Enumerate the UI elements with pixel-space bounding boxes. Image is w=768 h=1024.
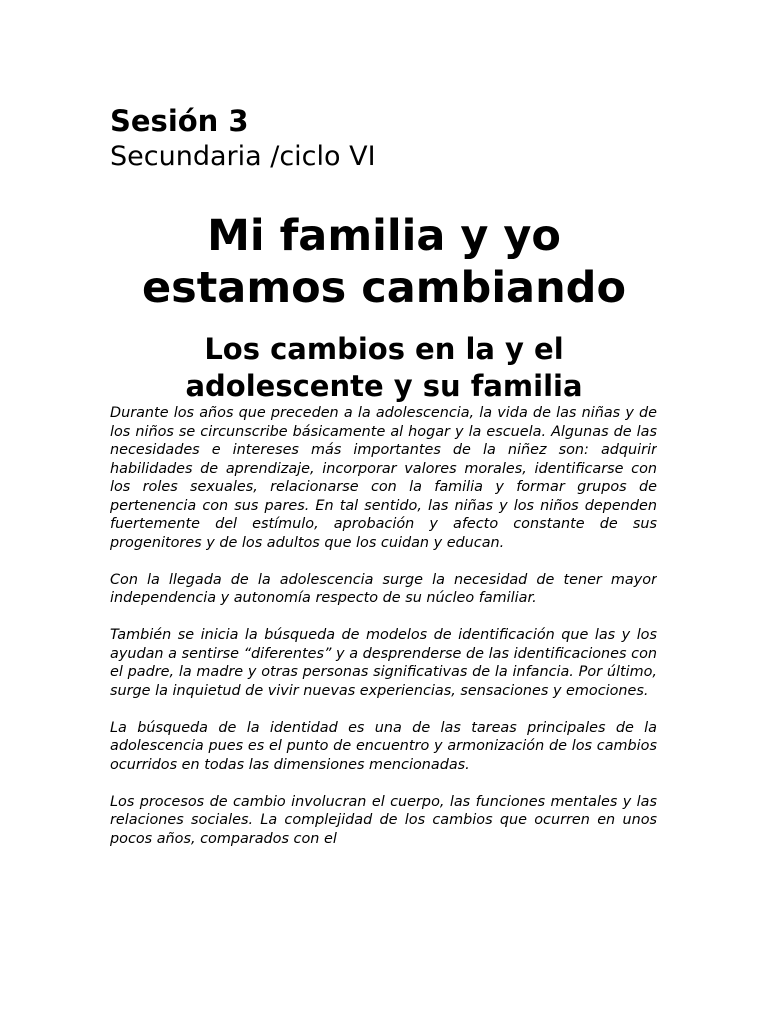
session-title: Sesión 3 [110,104,249,138]
paragraph: La búsqueda de la identidad es una de las tareas principales de la adolescencia pues es el punto de encuentro y armonización de los cambios ocurridos en todas las dimensiones mencionadas. [110,719,657,773]
main-title-line-2: estamos cambiando [141,263,627,313]
section-title [110,331,658,405]
paragraph: También se inicia la búsqueda de modelos de identificación que las y los ayudan a sentirse “diferentes” y a desprenderse de las identificaciones con el padre, la madre y otras personas significativas de la infancia. Por último, surge la inquietud de vivir nuevas experiencias, sensaciones y emociones. [110,627,657,699]
paragraph: Los procesos de cambio involucran el cuerpo, las funciones mentales y las relaciones sociales. La complejidad de los cambios que ocurren en unos pocos años, comparados con el [110,793,657,847]
section-title-line-1: Los cambios en la y el [204,332,564,366]
main-title [100,210,668,314]
session-subtitle: Secundaria /ciclo VI [110,141,376,172]
paragraph: Durante los años que preceden a la adolescencia, la vida de las niñas y de los niños se circunscribe básicamente al hogar y la escuela. Algunas de las necesidades e intereses más importantes de la niñez son: adquirir habilidades de aprendizaje, incorporar valores morales, identificarse con los roles sexuales, relacionarse con la familia y formar grupos de pertenencia con sus pares. En tal sentido, las niñas y los niños dependen fuertemente del estímulo, aprobación y afecto constante de sus progenitores y de los adultos que los cuidan y educan. [110,405,657,551]
section-title-line-2: adolescente y su familia [185,369,583,403]
main-title-line-1: Mi familia y yo [207,211,561,261]
body-text [110,404,657,921]
paragraph: Con la llegada de la adolescencia surge la necesidad de tener mayor independencia y autonomía respecto de su núcleo familiar. [110,571,657,606]
